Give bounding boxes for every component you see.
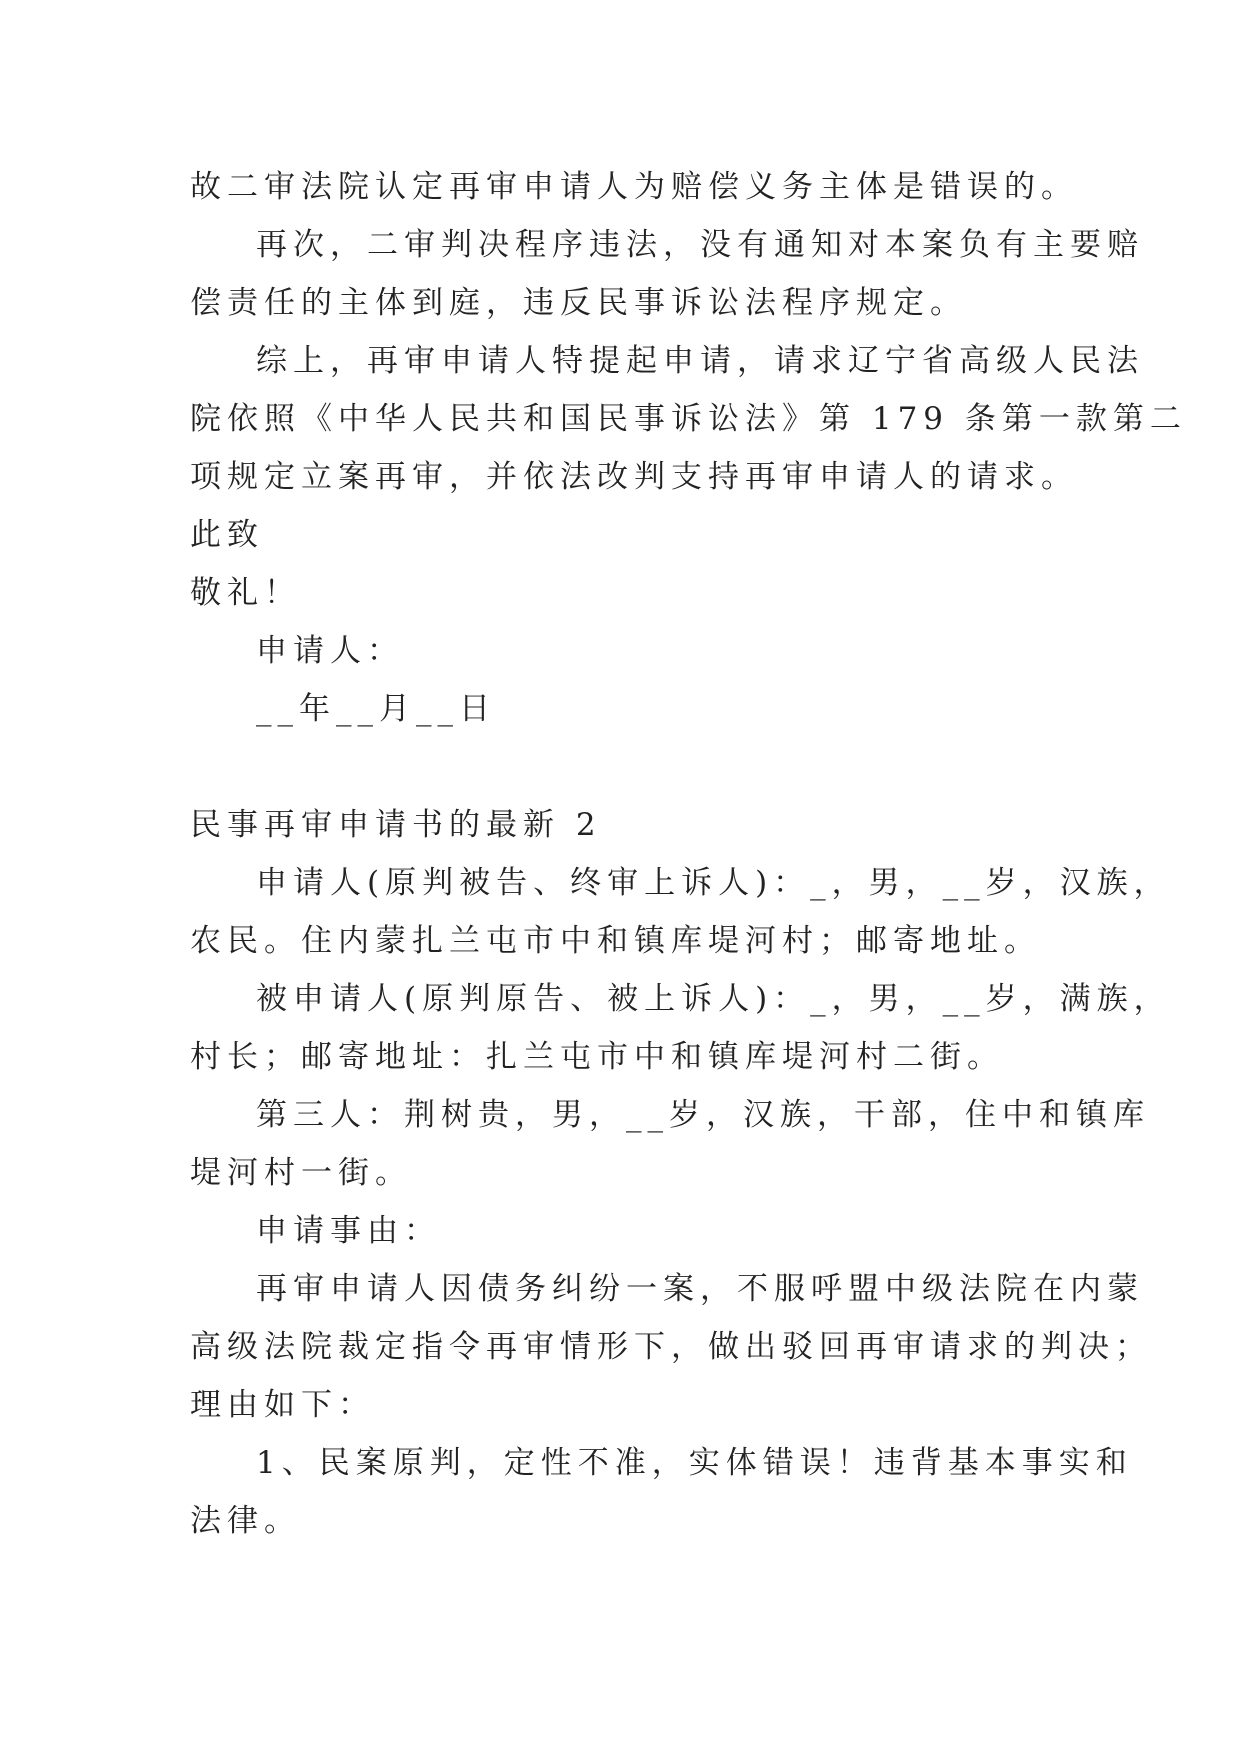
section-spacer (190, 738, 1070, 796)
paragraph-line: 项规定立案再审，并依法改判支持再审申请人的请求。 (190, 459, 1078, 495)
paragraph-line: 理由如下： (190, 1387, 375, 1423)
closing-regards: 敬礼！ (190, 575, 301, 611)
paragraph-line: 第三人：荆树贵，男，__岁，汉族，干部，住中和镇库 (256, 1097, 1150, 1133)
paragraph-line: 申请人(原判被告、终审上诉人)：_，男，__岁，汉族， (256, 865, 1171, 901)
paragraph-line: 村长；邮寄地址：扎兰屯市中和镇库堤河村二街。 (190, 1039, 1004, 1075)
paragraph-line: 再审申请人因债务纠纷一案，不服呼盟中级法院在内蒙 (256, 1271, 1144, 1307)
section-heading: 申请事由： (256, 1213, 441, 1249)
signature-applicant: 申请人： (256, 633, 404, 669)
paragraph-line: 综上，再审申请人特提起申请，请求辽宁省高级人民法 (256, 343, 1144, 379)
document-page (190, 158, 1187, 1550)
signature-date: __年__月__日 (256, 691, 496, 727)
section-title: 民事再审申请书的最新 2 (190, 807, 602, 843)
paragraph-line: 院依照《中华人民共和国民事诉讼法》第 179 条第一款第二 (190, 401, 1187, 437)
paragraph-line: 被申请人(原判原告、被上诉人)：_，男，__岁，满族， (256, 981, 1171, 1017)
closing-salutation: 此致 (190, 517, 264, 553)
paragraph-line: 偿责任的主体到庭，违反民事诉讼法程序规定。 (190, 285, 967, 321)
paragraph-line: 法律。 (190, 1503, 301, 1539)
paragraph-line: 故二审法院认定再审申请人为赔偿义务主体是错误的。 (190, 169, 1078, 205)
paragraph-line: 1、民案原判，定性不准，实体错误！违背基本事实和 (256, 1445, 1133, 1481)
paragraph-line: 高级法院裁定指令再审情形下，做出驳回再审请求的判决； (190, 1329, 1152, 1365)
paragraph-line: 堤河村一街。 (190, 1155, 412, 1191)
paragraph-line: 农民。住内蒙扎兰屯市中和镇库堤河村；邮寄地址。 (190, 923, 1041, 959)
paragraph-line: 再次，二审判决程序违法，没有通知对本案负有主要赔 (256, 227, 1144, 263)
